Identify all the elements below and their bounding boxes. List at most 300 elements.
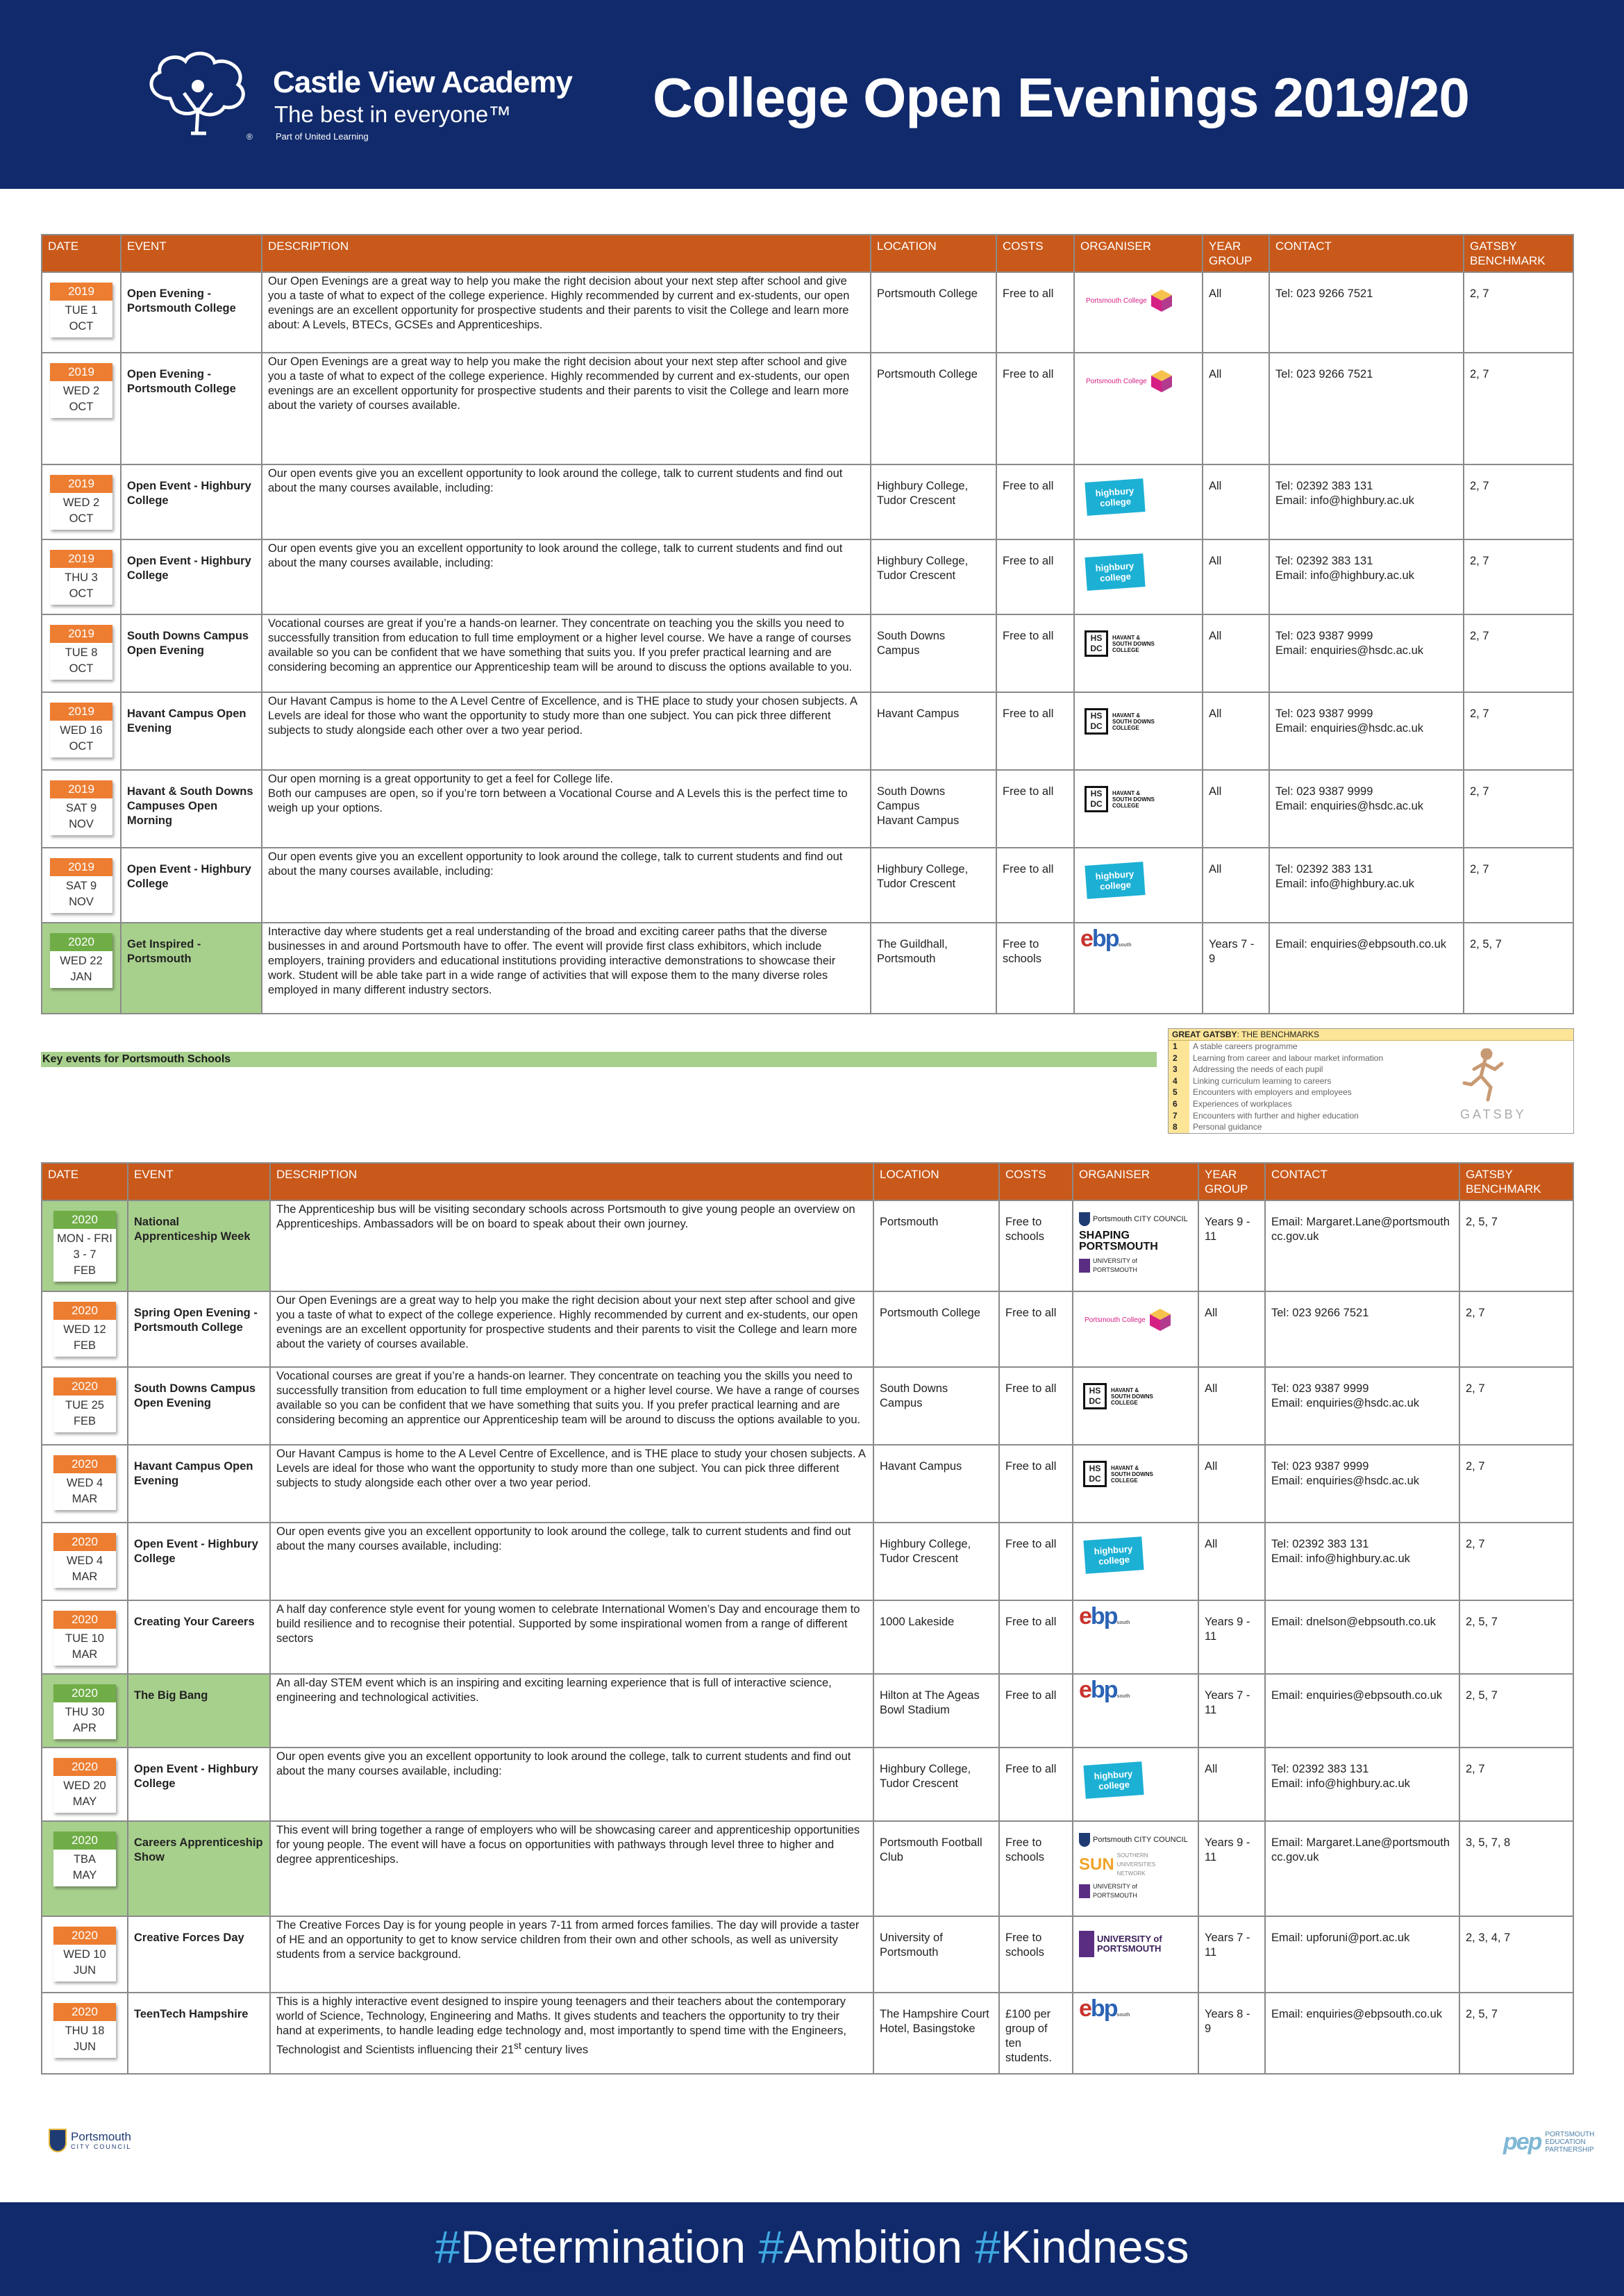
event-year-group: All bbox=[1203, 848, 1269, 923]
benchmark-text: Linking curriculum learning to careers bbox=[1193, 1075, 1332, 1086]
pep-mark: pep bbox=[1503, 2129, 1541, 2155]
benchmark-text: Encounters with employers and employees bbox=[1193, 1087, 1352, 1098]
column-header: LOCATION bbox=[871, 235, 996, 272]
event-organiser bbox=[1073, 1600, 1198, 1674]
date-year: 2020 bbox=[53, 1211, 116, 1229]
event-costs: Free to all bbox=[996, 848, 1074, 923]
date-month: OCT bbox=[69, 401, 94, 413]
event-year-group: All bbox=[1203, 272, 1269, 353]
logo-text: Portsmouth College bbox=[1085, 1316, 1146, 1324]
event-contact: Tel: 023 9387 9999 Email: enquiries@hsdc.ac.uk bbox=[1265, 1445, 1459, 1523]
date-day: THU 30 bbox=[65, 1706, 105, 1718]
date-cell bbox=[42, 770, 121, 848]
hsdc-logo bbox=[1085, 630, 1161, 657]
event-organiser bbox=[1073, 1200, 1198, 1291]
date-day: TUE 10 bbox=[65, 1632, 104, 1645]
date-day-month bbox=[53, 1473, 116, 1510]
hsdc-mark: HS DC bbox=[1085, 786, 1108, 812]
date-cell bbox=[42, 1367, 128, 1445]
uop-logo bbox=[1079, 1882, 1192, 1900]
date-month: JAN bbox=[70, 971, 92, 983]
date-day-month bbox=[53, 1229, 116, 1282]
hsdc-logo bbox=[1083, 1461, 1160, 1487]
date-month: MAR bbox=[72, 1570, 98, 1583]
table-row bbox=[42, 353, 1573, 464]
event-year-group: All bbox=[1198, 1523, 1265, 1600]
date-day-month bbox=[50, 876, 112, 913]
event-name: South Downs Campus Open Evening bbox=[128, 1367, 270, 1445]
event-location: Portsmouth College bbox=[871, 272, 996, 353]
date-day: TUE 8 bbox=[65, 646, 98, 659]
table-row bbox=[42, 1367, 1573, 1445]
event-description: Our open events give you an excellent opportunity to look around the college, talk to current students and find out about the many courses available, including: bbox=[262, 464, 871, 539]
date-year: 2019 bbox=[50, 283, 112, 301]
event-contact: Tel: 023 9266 7521 bbox=[1265, 1291, 1459, 1367]
cube-icon bbox=[1150, 288, 1173, 313]
gatsby-benchmark: 2, 7 bbox=[1459, 1445, 1573, 1523]
date-day-month bbox=[53, 2021, 116, 2058]
date-card bbox=[53, 1758, 116, 1813]
gatsby-benchmark: 2, 7 bbox=[1464, 770, 1573, 848]
event-contact: Email: enquiries@ebpsouth.co.uk bbox=[1265, 1993, 1459, 2074]
date-year: 2020 bbox=[50, 933, 112, 951]
gatsby-benchmark: 2, 7 bbox=[1459, 1291, 1573, 1367]
event-location: South Downs Campus Havant Campus bbox=[871, 770, 996, 848]
event-year-group: All bbox=[1198, 1291, 1265, 1367]
date-year: 2020 bbox=[53, 1455, 116, 1473]
event-year-group: All bbox=[1198, 1367, 1265, 1445]
date-card bbox=[53, 1302, 116, 1357]
event-costs: Free to all bbox=[999, 1445, 1073, 1523]
date-cell bbox=[42, 1200, 128, 1291]
event-contact: Tel: 02392 383 131 Email: info@highbury.ac.uk bbox=[1269, 464, 1464, 539]
pcc-logo-text: Portsmouth CITY COUNCIL bbox=[1093, 1835, 1188, 1844]
date-month: FEB bbox=[73, 1415, 97, 1427]
school-tagline: The best in everyone™ bbox=[274, 101, 512, 127]
cube-icon bbox=[1150, 369, 1173, 394]
event-organiser bbox=[1074, 770, 1203, 848]
uop-logo bbox=[1079, 1257, 1192, 1275]
gatsby-benchmark: 2, 5, 7 bbox=[1459, 1674, 1573, 1748]
date-day: WED 16 bbox=[60, 724, 103, 737]
ebp-logo bbox=[1079, 1604, 1130, 1636]
date-month: OCT bbox=[69, 662, 94, 675]
event-year-group: Years 7 - 11 bbox=[1198, 1674, 1265, 1748]
event-organiser bbox=[1073, 1291, 1198, 1367]
hash-2: # bbox=[758, 2221, 785, 2272]
date-cell bbox=[42, 923, 121, 1014]
date-cell bbox=[42, 692, 121, 770]
gatsby-benchmark: 2, 7 bbox=[1459, 1367, 1573, 1445]
date-month: MAY bbox=[72, 1869, 97, 1882]
date-card bbox=[53, 1377, 116, 1432]
benchmark-text: A stable careers programme bbox=[1193, 1041, 1298, 1051]
event-contact: Email: Margaret.Lane@portsmouthcc.gov.uk bbox=[1265, 1821, 1459, 1916]
event-costs: Free to all bbox=[999, 1367, 1073, 1445]
event-costs: Free to all bbox=[999, 1674, 1073, 1748]
logo-text: Portsmouth College bbox=[1086, 377, 1147, 385]
event-organiser bbox=[1074, 272, 1203, 353]
event-name: TeenTech Hampshire bbox=[128, 1993, 270, 2074]
date-card bbox=[53, 1832, 116, 1886]
school-name: Castle View Academy bbox=[273, 65, 573, 99]
date-day: TUE 25 bbox=[65, 1399, 104, 1411]
event-contact: Email: dnelson@ebpsouth.co.uk bbox=[1265, 1600, 1459, 1674]
table-row bbox=[42, 848, 1573, 923]
pep-text: PORTSMOUTH EDUCATION PARTNERSHIP bbox=[1545, 2131, 1595, 2154]
event-year-group: Years 7 - 9 bbox=[1203, 923, 1269, 1014]
cube-icon bbox=[1148, 1307, 1172, 1332]
event-organiser bbox=[1073, 1821, 1198, 1916]
highbury-logo: highbury college bbox=[1083, 1761, 1144, 1799]
event-name: Havant Campus Open Evening bbox=[121, 692, 262, 770]
date-card bbox=[53, 1611, 116, 1666]
event-organiser bbox=[1074, 614, 1203, 692]
shaping-portsmouth-logo bbox=[1079, 1230, 1192, 1252]
event-year-group: All bbox=[1203, 692, 1269, 770]
event-organiser bbox=[1074, 848, 1203, 923]
column-header: YEAR GROUP bbox=[1198, 1163, 1265, 1200]
column-header: CONTACT bbox=[1265, 1163, 1459, 1200]
date-day: THU 18 bbox=[65, 2025, 105, 2037]
pcc-logo bbox=[1079, 1833, 1192, 1847]
date-day: WED 2 bbox=[62, 496, 100, 509]
portsmouth-college-logo bbox=[1085, 1307, 1172, 1332]
event-name: The Big Bang bbox=[128, 1674, 270, 1748]
benchmark-item bbox=[1169, 1121, 1405, 1133]
date-day-month bbox=[50, 798, 112, 835]
benchmark-item bbox=[1169, 1087, 1405, 1098]
date-card bbox=[53, 1927, 116, 1981]
event-organiser bbox=[1073, 1674, 1198, 1748]
event-contact: Tel: 02392 383 131 Email: info@highbury.ac.uk bbox=[1265, 1748, 1459, 1821]
event-name: Careers Apprenticeship Show bbox=[128, 1821, 270, 1916]
date-month: APR bbox=[73, 1722, 97, 1734]
event-year-group: All bbox=[1198, 1445, 1265, 1523]
gatsby-benchmark: 2, 7 bbox=[1464, 614, 1573, 692]
benchmark-item bbox=[1169, 1053, 1405, 1064]
portsmouth-college-logo bbox=[1086, 288, 1173, 313]
date-day-month bbox=[50, 568, 112, 605]
event-description: Our open events give you an excellent opportunity to look around the college, talk to current students and find out about the many courses available, including: bbox=[270, 1523, 873, 1600]
event-description: Our Open Evenings are a great way to help you make the right decision about your next step after school and give you a taste of what to expect of the college experience. Highly recommended by current and ex-students, our open evenings are an excellent opportunity for prospective students and their parents to visit the College and learn more about the variety of courses available. bbox=[262, 353, 871, 464]
event-organiser bbox=[1074, 353, 1203, 464]
event-organiser bbox=[1073, 1445, 1198, 1523]
date-cell bbox=[42, 848, 121, 923]
benchmark-item bbox=[1169, 1064, 1405, 1075]
event-location: Highbury College, Tudor Crescent bbox=[873, 1523, 999, 1600]
gatsby-title bbox=[1169, 1029, 1573, 1041]
event-name: Havant & South Downs Campuses Open Morning bbox=[121, 770, 262, 848]
gatsby-benchmark: 2, 7 bbox=[1464, 272, 1573, 353]
hsdc-mark: HS DC bbox=[1083, 1461, 1107, 1487]
event-costs: Free to all bbox=[996, 692, 1074, 770]
event-name: Creating Your Careers bbox=[128, 1600, 270, 1674]
date-year: 2020 bbox=[53, 1377, 116, 1396]
value-ambition: Ambition bbox=[784, 2221, 976, 2272]
event-description: Our open morning is a great opportunity to get a feel for College life. Both our campuses are open, so if you’re torn between a Vocational Course and A Levels this is the perfect time to weigh up your options. bbox=[262, 770, 871, 848]
hsdc-text: HAVANT & SOUTH DOWNS COLLEGE bbox=[1111, 1464, 1153, 1484]
column-header: LOCATION bbox=[873, 1163, 999, 1200]
event-costs: Free to all bbox=[996, 770, 1074, 848]
organiser-logo-stack bbox=[1079, 1212, 1192, 1275]
event-description: Our open events give you an excellent opportunity to look around the college, talk to current students and find out about the many courses available, including: bbox=[262, 848, 871, 923]
crest-icon bbox=[1079, 1833, 1090, 1847]
event-description: Our Open Evenings are a great way to help you make the right decision about your next step after school and give you a taste of what to expect of the college experience. Highly recommended by current and ex-students, our open evenings are an excellent opportunity for prospective students and their parents to visit the College and learn more about: A Levels, BTECs, GCSEs and Apprenticeships. bbox=[262, 272, 871, 353]
highbury-logo: highbury college bbox=[1085, 553, 1145, 591]
date-month: JUN bbox=[73, 1964, 97, 1977]
date-day: WED 4 bbox=[66, 1555, 103, 1567]
event-location: Havant Campus bbox=[873, 1445, 999, 1523]
event-contact: Email: upforuni@port.ac.uk bbox=[1265, 1916, 1459, 1993]
date-card bbox=[50, 858, 112, 913]
benchmark-item bbox=[1169, 1075, 1405, 1087]
sun-mark: SUN bbox=[1079, 1854, 1114, 1874]
event-location: University of Portsmouth bbox=[873, 1916, 999, 1993]
date-month: NOV bbox=[69, 818, 94, 830]
pep-logo bbox=[1503, 2129, 1600, 2156]
ebp-mark: ebp bbox=[1080, 925, 1119, 952]
logo-text: Portsmouth College bbox=[1086, 296, 1147, 305]
event-name: Open Event - Highbury College bbox=[128, 1748, 270, 1821]
event-costs: Free to all bbox=[996, 539, 1074, 614]
event-costs: Free to all bbox=[996, 464, 1074, 539]
highbury-logo: highbury college bbox=[1085, 862, 1145, 899]
benchmark-text: Experiences of workplaces bbox=[1193, 1098, 1292, 1109]
date-cell bbox=[42, 1291, 128, 1367]
date-cell bbox=[42, 1600, 128, 1674]
hsdc-logo bbox=[1083, 1383, 1160, 1409]
date-month: OCT bbox=[69, 740, 94, 753]
gatsby-benchmark: 2, 7 bbox=[1459, 1523, 1573, 1600]
event-year-group: All bbox=[1203, 614, 1269, 692]
event-location: Portsmouth bbox=[873, 1200, 999, 1291]
table-row bbox=[42, 1821, 1573, 1916]
ebp-mark: ebp bbox=[1079, 1677, 1117, 1703]
date-day: SAT 9 bbox=[65, 880, 97, 892]
event-costs: Free to all bbox=[999, 1748, 1073, 1821]
benchmark-number: 7 bbox=[1169, 1110, 1189, 1122]
value-determination: Determination bbox=[460, 2221, 759, 2272]
ebp-mark: ebp bbox=[1079, 1995, 1117, 2022]
date-card bbox=[50, 703, 112, 757]
ebp-logo bbox=[1080, 926, 1132, 958]
event-contact: Tel: 023 9387 9999 Email: enquiries@hsdc.ac.uk bbox=[1269, 614, 1464, 692]
date-day-month bbox=[53, 1850, 116, 1886]
gatsby-benchmark: 2, 7 bbox=[1459, 1748, 1573, 1821]
date-year: 2019 bbox=[50, 703, 112, 721]
column-header: GATSBY BENCHMARK bbox=[1459, 1163, 1573, 1200]
date-day: THU 3 bbox=[65, 571, 98, 584]
event-name: Open Event - Highbury College bbox=[121, 464, 262, 539]
event-contact: Tel: 023 9387 9999 Email: enquiries@hsdc.ac.uk bbox=[1269, 692, 1464, 770]
date-year: 2020 bbox=[53, 1758, 116, 1776]
castle-view-logo bbox=[142, 50, 573, 147]
benchmark-number: 4 bbox=[1169, 1075, 1189, 1087]
event-description: Interactive day where students get a real understanding of the broad and exciting career paths that the diverse businesses in and around Portsmouth have to offer. The event will provide first class exhibitors, which include employers, training providers and educational institutions providing interactive demonstrations to showcase their work. Student will be able take part in a wide range of activities that will expose them to the many diverse roles employed in many different industry sectors. bbox=[262, 923, 871, 1014]
table-row bbox=[42, 1600, 1573, 1674]
date-year: 2020 bbox=[53, 2003, 116, 2021]
date-day-month bbox=[50, 493, 112, 530]
table-row bbox=[42, 614, 1573, 692]
event-name: Get Inspired - Portsmouth bbox=[121, 923, 262, 1014]
event-organiser bbox=[1073, 1993, 1198, 2074]
date-card bbox=[50, 475, 112, 530]
event-name: Creative Forces Day bbox=[128, 1916, 270, 1993]
event-location: Havant Campus bbox=[871, 692, 996, 770]
event-description: A half day conference style event for young women to celebrate International Women’s Day and encourage them to build resilience and to recognise their potential. Supported by some inspirational women from a range of different sectors bbox=[270, 1600, 873, 1674]
benchmark-number: 8 bbox=[1169, 1121, 1189, 1133]
date-month: MAR bbox=[72, 1493, 98, 1505]
table-header bbox=[42, 1163, 1573, 1200]
date-card bbox=[53, 1211, 116, 1282]
date-day-month bbox=[50, 643, 112, 680]
table-row bbox=[42, 1993, 1573, 2074]
crest-icon bbox=[49, 2129, 67, 2152]
table-row bbox=[42, 272, 1573, 353]
date-day-month bbox=[53, 1629, 116, 1666]
benchmark-number: 3 bbox=[1169, 1064, 1189, 1075]
gatsby-benchmark: 2, 7 bbox=[1464, 353, 1573, 464]
event-costs: £100 per group of ten students. bbox=[999, 1993, 1073, 2074]
event-location: South Downs Campus bbox=[873, 1367, 999, 1445]
school-sub: Part of United Learning bbox=[276, 131, 369, 142]
uop-mark bbox=[1079, 1931, 1094, 1957]
hsdc-mark: HS DC bbox=[1085, 630, 1108, 657]
event-description: Our Havant Campus is home to the A Level Centre of Excellence, and is THE place to study your chosen subjects. A Levels are ideal for those who want the opportunity to study more than one subject. You can pick three different subjects to study alongside each other over a two year period. bbox=[262, 692, 871, 770]
column-header: ORGANISER bbox=[1074, 235, 1203, 272]
event-name: Open Evening - Portsmouth College bbox=[121, 353, 262, 464]
date-card bbox=[50, 933, 112, 988]
event-location: Highbury College, Tudor Crescent bbox=[871, 464, 996, 539]
date-day: WED 4 bbox=[66, 1477, 103, 1489]
benchmark-number: 2 bbox=[1169, 1053, 1189, 1064]
benchmark-text: Personal guidance bbox=[1193, 1122, 1262, 1132]
pcc-logo bbox=[1079, 1212, 1192, 1226]
date-cell bbox=[42, 1523, 128, 1600]
date-day-month bbox=[53, 1776, 116, 1813]
event-name: Open Event - Highbury College bbox=[121, 539, 262, 614]
column-header: ORGANISER bbox=[1073, 1163, 1198, 1200]
event-costs: Free to schools bbox=[996, 923, 1074, 1014]
event-contact: Tel: 023 9387 9999 Email: enquiries@hsdc.ac.uk bbox=[1269, 770, 1464, 848]
hsdc-mark: HS DC bbox=[1085, 708, 1108, 735]
gatsby-benchmark: 2, 5, 7 bbox=[1464, 923, 1573, 1014]
table-row bbox=[42, 1523, 1573, 1600]
hsdc-mark: HS DC bbox=[1083, 1383, 1107, 1409]
column-header: CONTACT bbox=[1269, 235, 1464, 272]
table-row bbox=[42, 923, 1573, 1014]
event-description: Vocational courses are great if you’re a hands-on learner. They concentrate on teaching you the skills you need to successfully transition from education to full time employment or a higher level course. We have a range of courses available so you can be confident that we have something that suits you. If you prefer practical learning and are considering becoming an apprentice our Apprenticeship team will be around to discuss the options available to you. bbox=[270, 1367, 873, 1445]
shaping-text: SHAPING PORTSMOUTH bbox=[1079, 1230, 1158, 1252]
hsdc-text: HAVANT & SOUTH DOWNS COLLEGE bbox=[1112, 634, 1155, 653]
date-day: TBA bbox=[73, 1853, 97, 1866]
date-cell bbox=[42, 1916, 128, 1993]
event-name: National Apprenticeship Week bbox=[128, 1200, 270, 1291]
values-tagline bbox=[0, 2220, 1624, 2273]
table-row bbox=[42, 1291, 1573, 1367]
benchmark-item bbox=[1169, 1041, 1405, 1053]
event-location: Highbury College, Tudor Crescent bbox=[873, 1748, 999, 1821]
date-day: WED 22 bbox=[60, 955, 103, 967]
column-header: DESCRIPTION bbox=[270, 1163, 873, 1200]
event-description: Our open events give you an excellent opportunity to look around the college, talk to current students and find out about the many courses available, including: bbox=[262, 539, 871, 614]
event-location: Portsmouth College bbox=[873, 1291, 999, 1367]
gatsby-benchmark: 2, 7 bbox=[1464, 464, 1573, 539]
event-year-group: Years 9 - 11 bbox=[1198, 1200, 1265, 1291]
uop-text: UNIVERSITY of PORTSMOUTH bbox=[1093, 1883, 1137, 1899]
event-costs: Free to all bbox=[996, 272, 1074, 353]
column-header: DESCRIPTION bbox=[262, 235, 871, 272]
runner-icon bbox=[1460, 1048, 1509, 1104]
date-cell bbox=[42, 353, 121, 464]
date-day-month bbox=[50, 381, 112, 418]
date-day-month bbox=[53, 1551, 116, 1588]
event-name: Spring Open Evening - Portsmouth College bbox=[128, 1291, 270, 1367]
event-contact: Tel: 023 9387 9999 Email: enquiries@hsdc.ac.uk bbox=[1265, 1367, 1459, 1445]
event-contact: Tel: 023 9266 7521 bbox=[1269, 353, 1464, 464]
date-cell bbox=[42, 1674, 128, 1748]
ebp-sub: south bbox=[1116, 2013, 1130, 2018]
gatsby-wordmark: GATSBY bbox=[1460, 1107, 1527, 1121]
event-name: Open Event - Highbury College bbox=[128, 1523, 270, 1600]
event-year-group: Years 9 - 11 bbox=[1198, 1821, 1265, 1916]
event-name: Open Event - Highbury College bbox=[121, 848, 262, 923]
table-row bbox=[42, 539, 1573, 614]
event-description: Vocational courses are great if you’re a hands-on learner. They concentrate on teaching you the skills you need to successfully transition from education to full time employment or a higher level course. We have a range of courses available so you can be confident that we have something that suits you. If you prefer practical learning and are considering becoming an apprentice our Apprenticeship team will be around to discuss the options available to you. bbox=[262, 614, 871, 692]
uop-text: UNIVERSITY of PORTSMOUTH bbox=[1093, 1257, 1137, 1273]
hsdc-text: HAVANT & SOUTH DOWNS COLLEGE bbox=[1111, 1386, 1153, 1406]
ebp-mark: ebp bbox=[1079, 1603, 1117, 1629]
page-header bbox=[0, 0, 1624, 189]
gatsby-benchmark: 2, 7 bbox=[1464, 539, 1573, 614]
date-cell bbox=[42, 614, 121, 692]
gatsby-benchmark: 2, 5, 7 bbox=[1459, 1600, 1573, 1674]
event-year-group: Years 9 - 11 bbox=[1198, 1600, 1265, 1674]
date-year: 2020 bbox=[53, 1302, 116, 1320]
event-organiser bbox=[1073, 1916, 1198, 1993]
gatsby-benchmark: 2, 5, 7 bbox=[1459, 1993, 1573, 2074]
highbury-logo: highbury college bbox=[1085, 478, 1145, 516]
gatsby-benchmarks-panel bbox=[1168, 1028, 1574, 1134]
hash-1: # bbox=[435, 2221, 461, 2272]
table-row bbox=[42, 770, 1573, 848]
event-year-group: Years 7 - 11 bbox=[1198, 1916, 1265, 1993]
events-table-spring bbox=[41, 1162, 1574, 2075]
ebp-logo bbox=[1079, 1996, 1130, 2028]
date-year: 2020 bbox=[53, 1832, 116, 1850]
date-cell bbox=[42, 1445, 128, 1523]
benchmark-text: Encounters with further and higher education bbox=[1193, 1110, 1359, 1121]
date-day-month bbox=[50, 301, 112, 337]
event-location: The Guildhall, Portsmouth bbox=[871, 923, 996, 1014]
date-month: JUN bbox=[73, 2041, 97, 2053]
event-location: Highbury College, Tudor Crescent bbox=[871, 848, 996, 923]
date-card bbox=[50, 780, 112, 835]
date-card bbox=[50, 363, 112, 418]
gatsby-benchmark: 2, 7 bbox=[1464, 848, 1573, 923]
events-table-autumn bbox=[41, 234, 1574, 1014]
pcc-name: Portsmouth bbox=[71, 2130, 131, 2143]
column-header: DATE bbox=[42, 1163, 128, 1200]
event-contact: Tel: 02392 383 131 Email: info@highbury.ac.uk bbox=[1269, 539, 1464, 614]
event-organiser bbox=[1073, 1367, 1198, 1445]
event-costs: Free to all bbox=[996, 614, 1074, 692]
date-year: 2020 bbox=[53, 1684, 116, 1702]
registered-mark: ® bbox=[246, 132, 253, 142]
date-card bbox=[50, 625, 112, 680]
benchmark-number: 1 bbox=[1169, 1041, 1189, 1053]
